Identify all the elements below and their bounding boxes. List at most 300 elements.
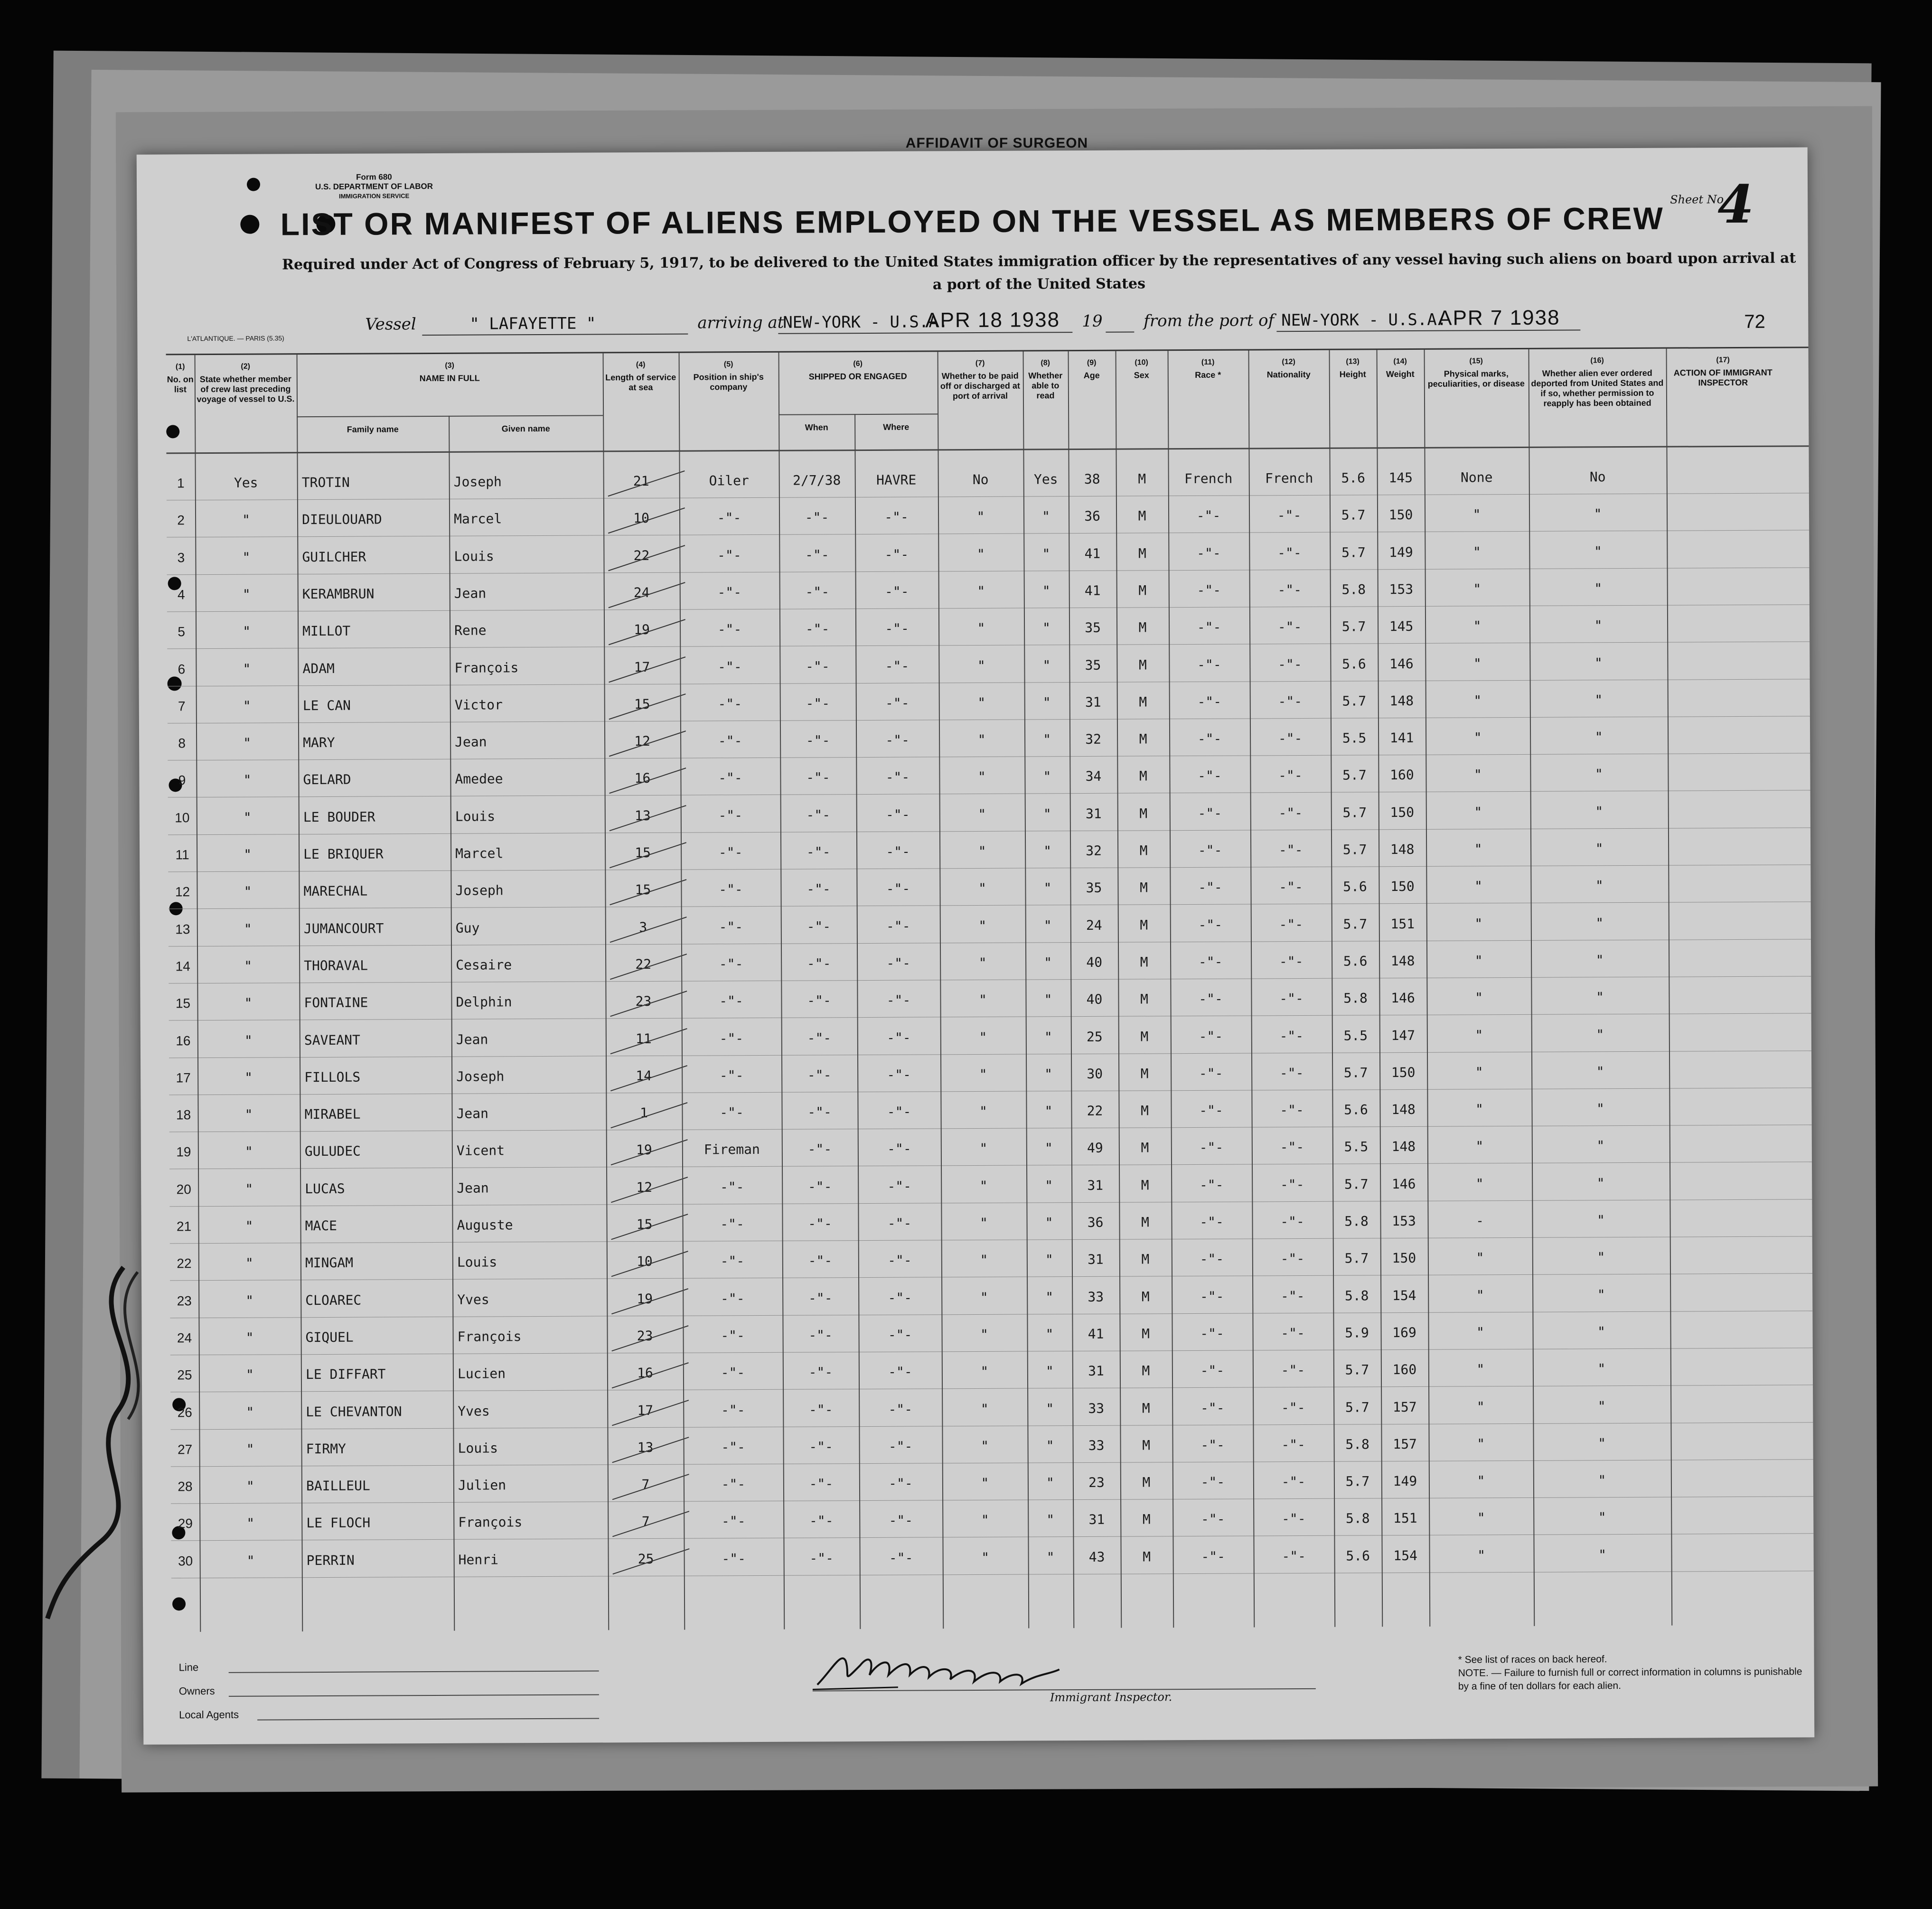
cell-previous-voyage: " [243,623,251,639]
cell-paid-off: " [977,769,986,785]
cell-row-number: 28 [178,1479,193,1494]
cell-paid-off: " [978,954,987,971]
cell-age: 49 [1087,1140,1103,1156]
cell-sex: M [1142,1437,1151,1453]
cell-nationality: -"- [1279,1028,1304,1044]
cell-weight: 151 [1390,916,1415,932]
cell-family-name: BAILLEUL [306,1478,370,1494]
cell-service-length: 1 [640,1105,648,1121]
cell-able-to-read: " [1043,843,1052,859]
cell-sex: M [1141,1289,1150,1305]
form-number-block [289,172,460,202]
cell-deported: " [1594,580,1603,597]
year-label: 19 [1082,311,1103,331]
cell-physical-marks: " [1477,1547,1486,1563]
cell-service-length: 17 [637,1402,654,1418]
cell-row-number: 4 [177,587,185,602]
cell-race: -"- [1197,619,1221,636]
cell-previous-voyage: " [244,1106,253,1123]
cell-nationality: -"- [1278,842,1303,858]
cell-row-number: 18 [176,1107,191,1123]
cell-height: 5.7 [1345,1362,1369,1378]
cell-weight: 148 [1391,1139,1416,1155]
cell-physical-marks: " [1475,1064,1483,1080]
cell-deported: " [1597,1212,1605,1228]
cell-age: 41 [1084,545,1101,561]
cell-height: 5.7 [1342,805,1367,821]
cell-row-number: 17 [176,1070,191,1086]
cell-shipped-where: HAVRE [876,472,917,488]
cell-age: 22 [1087,1103,1103,1119]
cell-shipped-when: -"- [806,844,831,860]
cell-previous-voyage: " [244,1069,253,1086]
cell-position: -"- [719,1030,744,1046]
cell-sex: M [1141,1103,1149,1119]
cell-height: 5.5 [1344,1139,1369,1155]
cell-paid-off: " [976,546,985,562]
cell-race: -"- [1197,730,1222,747]
cell-able-to-read: " [1043,917,1052,933]
col-header-deported: (16) Whether alien ever ordered deported from United States and if so, whether permission to reapply has been obtained [1531,356,1664,408]
cell-nationality: -"- [1281,1474,1306,1490]
cell-deported: " [1594,506,1602,522]
cell-paid-off: " [981,1438,989,1454]
cell-shipped-when: -"- [807,1141,832,1157]
cell-service-length: 22 [633,547,650,563]
cell-race: -"- [1199,1065,1223,1081]
cell-paid-off: " [979,1178,988,1194]
cell-race: -"- [1200,1511,1225,1527]
cell-nationality: -"- [1280,1139,1304,1155]
cell-physical-marks: " [1473,767,1482,783]
cell-able-to-read: " [1045,1252,1053,1268]
cell-row-number: 3 [177,550,185,565]
cell-nationality: -"- [1281,1511,1306,1527]
cell-shipped-when: -"- [808,1364,833,1380]
cell-age: 43 [1088,1549,1105,1565]
cell-able-to-read: " [1045,1363,1054,1379]
cell-shipped-when: -"- [805,584,830,600]
cell-physical-marks: " [1474,841,1482,857]
cell-previous-voyage: " [246,1553,255,1569]
arrival-date-stamp: APR 18 1938 [925,308,1060,332]
cell-deported: " [1598,1472,1606,1488]
cell-row-number: 30 [178,1553,193,1569]
cell-weight: 153 [1389,581,1414,598]
cell-position: -"- [721,1402,745,1418]
cell-deported: " [1598,1546,1607,1563]
cell-nationality: -"- [1277,581,1302,598]
cell-sex: M [1140,1066,1149,1082]
cell-service-length: 19 [634,622,650,638]
cell-deported: " [1598,1509,1606,1525]
cell-height: 5.7 [1341,618,1366,635]
cell-weight: 146 [1391,990,1415,1006]
cell-previous-voyage: " [246,1404,254,1420]
cell-previous-voyage: " [245,1292,254,1309]
cell-sex: M [1140,991,1148,1007]
cell-service-length: 25 [638,1551,654,1567]
cell-physical-marks: " [1477,1510,1485,1526]
col-header-given-name: Given name [501,423,550,434]
cell-nationality: -"- [1280,1213,1304,1230]
cell-position: -"- [721,1476,746,1492]
cell-service-length: 16 [637,1365,653,1381]
cell-nationality: -"- [1279,916,1304,932]
cell-sex: M [1142,1326,1150,1342]
cell-family-name: MACE [305,1217,338,1234]
cell-family-name: DIEULOUARD [301,511,382,528]
cell-paid-off: " [980,1401,989,1417]
cell-given-name: François [458,1514,523,1531]
cell-able-to-read: " [1042,620,1051,636]
cell-previous-voyage: Yes [234,475,258,491]
cell-service-length: 17 [634,659,650,675]
cell-physical-marks: " [1474,804,1482,820]
cell-position: -"- [718,770,742,786]
cell-deported: " [1597,1361,1606,1377]
cell-race: -"- [1200,1437,1225,1453]
cell-shipped-when: -"- [807,1104,832,1120]
cell-service-length: 10 [636,1254,653,1270]
cell-age: 33 [1088,1437,1105,1453]
cell-shipped-when: -"- [807,1029,832,1046]
cell-position: -"- [719,956,743,972]
cell-previous-voyage: " [245,1218,253,1234]
cell-shipped-when: -"- [806,732,830,749]
cell-nationality: -"- [1278,730,1303,747]
cell-shipped-when: -"- [808,1327,833,1343]
cell-given-name: Marcel [453,511,502,527]
cell-height: 5.8 [1345,1436,1369,1452]
cell-shipped-where: -"- [887,1067,911,1083]
cell-age: 32 [1085,731,1102,748]
cell-weight: 149 [1393,1473,1417,1489]
cell-shipped-where: -"- [887,1215,912,1231]
owners-label: Owners [178,1685,215,1697]
cell-weight: 150 [1390,804,1415,820]
cell-sex: M [1142,1474,1151,1490]
col-header-race: (11) Race * [1195,358,1221,380]
cell-shipped-where: -"- [888,1327,912,1343]
cell-sex: M [1139,842,1148,859]
cell-able-to-read: " [1044,1066,1053,1082]
cell-row-number: 16 [176,1033,191,1048]
cell-weight: 151 [1393,1510,1417,1526]
cell-age: 41 [1088,1326,1104,1342]
cell-row-number: 25 [177,1367,192,1383]
cell-row-number: 2 [177,513,185,528]
cell-age: 33 [1088,1400,1105,1416]
cell-physical-marks: " [1477,1436,1485,1452]
cell-shipped-where: -"- [886,955,911,971]
col-header-height: (13) Height [1339,357,1366,379]
cell-sex: M [1138,582,1147,599]
cell-shipped-when: -"- [805,509,829,525]
cell-previous-voyage: " [244,883,252,900]
cell-service-length: 15 [634,696,650,712]
cell-able-to-read: " [1043,731,1051,748]
col-header-service-length: (4) Length of service at sea [605,361,676,393]
cell-able-to-read: " [1042,657,1051,673]
cell-given-name: Julien [458,1477,506,1493]
cell-previous-voyage: " [242,549,251,565]
cell-nationality: -"- [1278,767,1303,784]
cell-age: 35 [1085,657,1101,673]
cell-position: -"- [718,695,742,712]
cell-paid-off: " [981,1549,990,1565]
cell-deported: " [1595,915,1604,931]
cell-service-length: 14 [636,1067,652,1084]
cell-deported: " [1595,803,1604,819]
cell-row-number: 5 [178,624,185,639]
col-header-no: (1) No. on list [167,363,194,394]
cell-height: 5.7 [1342,767,1367,784]
cell-able-to-read: Yes [1033,471,1058,487]
cell-position: -"- [718,844,743,861]
cell-shipped-where: -"- [886,880,910,897]
cell-physical-marks: " [1475,1138,1484,1154]
cell-able-to-read: " [1042,694,1051,711]
cell-row-number: 12 [175,884,190,899]
cell-weight: 147 [1391,1027,1416,1043]
punch-hole [247,178,260,191]
cell-previous-voyage: " [246,1478,254,1494]
cell-previous-voyage: " [243,809,252,825]
cell-physical-marks: " [1472,506,1481,523]
cell-race: -"- [1198,880,1222,896]
cell-row-number: 29 [178,1516,193,1531]
cell-family-name: LE FLOCH [306,1515,371,1531]
cell-race: -"- [1200,1251,1224,1267]
vessel-label: Vessel [365,315,416,334]
cell-able-to-read: " [1043,880,1052,896]
cell-nationality: -"- [1281,1325,1305,1341]
cell-sex: M [1142,1511,1151,1527]
cell-previous-voyage: " [242,512,251,528]
cell-nationality: -"- [1280,1102,1304,1118]
cell-given-name: Jean [454,585,487,601]
cell-family-name: MARY [303,734,335,751]
cell-deported: " [1596,1064,1604,1080]
cell-height: 5.6 [1346,1548,1370,1564]
affidavit-label: AFFIDAVIT OF SURGEON [905,135,1088,151]
cell-paid-off: " [980,1364,989,1380]
arriving-label: arriving at [697,313,784,333]
cell-physical-marks: " [1476,1287,1484,1303]
cell-sex: M [1139,880,1148,896]
cell-shipped-where: -"- [885,806,910,823]
cell-height: 5.7 [1343,916,1368,932]
col-header-able-to-read: (8) Whether able to read [1028,359,1063,401]
cell-shipped-when: -"- [808,1290,833,1306]
cell-able-to-read: " [1046,1475,1054,1491]
cell-shipped-where: -"- [889,1550,913,1566]
cell-family-name: MIRABEL [304,1106,361,1123]
cell-nationality: -"- [1279,879,1303,895]
cell-nationality: -"- [1281,1362,1305,1378]
cell-paid-off: " [977,657,985,674]
cell-height: 5.7 [1342,693,1367,709]
cell-able-to-read: " [1044,1140,1053,1156]
cell-height: 5.6 [1343,879,1367,895]
cell-previous-voyage: " [245,1366,254,1383]
cell-service-length: 23 [637,1328,653,1344]
cell-previous-voyage: " [244,846,252,862]
cell-race: -"- [1198,768,1222,784]
cell-nationality: -"- [1277,619,1302,635]
cell-nationality: -"- [1278,656,1302,672]
cell-race: -"- [1197,582,1221,598]
cell-weight: 145 [1389,618,1414,635]
cell-age: 31 [1085,805,1102,822]
cell-sex: M [1139,805,1148,822]
cell-given-name: Vicent [456,1142,505,1159]
cell-physical-marks: " [1473,692,1482,709]
cell-physical-marks: " [1476,1324,1485,1340]
cell-height: 5.7 [1345,1399,1369,1415]
cell-weight: 157 [1393,1436,1417,1452]
cell-paid-off: " [979,1066,987,1082]
cell-deported: " [1594,729,1603,745]
cell-row-number: 1 [177,476,185,491]
cell-previous-voyage: " [243,698,251,714]
cell-given-name: Yves [457,1291,489,1308]
cell-paid-off: " [976,509,985,525]
cell-shipped-when: -"- [807,1179,832,1195]
cell-shipped-when: -"- [806,695,830,711]
cell-height: 5.7 [1345,1473,1370,1489]
cell-previous-voyage: " [244,1032,253,1048]
cell-paid-off: " [980,1326,989,1342]
cell-deported: " [1594,618,1603,634]
cell-position: -"- [719,881,743,898]
cell-able-to-read: " [1046,1438,1054,1454]
cell-physical-marks: " [1474,878,1482,894]
cell-age: 31 [1088,1363,1104,1379]
cell-family-name: GELARD [303,772,351,788]
cell-family-name: GIQUEL [305,1329,354,1346]
page-subtitle: Required under Act of Congress of February 5, 1917, to be delivered to the United States immigration officer by the representatives of any vessel having such aliens on board upon arrival at a port of the United States [282,250,1796,293]
cell-given-name: Louis [454,548,494,564]
cell-height: 5.7 [1344,1176,1369,1192]
cell-race: French [1184,470,1233,487]
cell-given-name: Cesaire [456,957,512,973]
cell-given-name: Jean [456,1031,488,1048]
cell-shipped-when: -"- [809,1476,834,1492]
cell-age: 32 [1086,842,1102,859]
cell-able-to-read: " [1046,1512,1055,1528]
cell-sex: M [1140,917,1148,933]
cell-able-to-read: " [1045,1177,1053,1194]
cell-previous-voyage: " [245,1255,253,1272]
cell-row-number: 13 [175,921,190,936]
cell-age: 35 [1085,620,1101,636]
cell-race: -"- [1197,545,1221,561]
cell-height: 5.5 [1342,730,1367,746]
cell-deported: " [1597,1249,1605,1265]
cell-shipped-when: -"- [809,1513,834,1529]
cell-previous-voyage: " [242,586,251,602]
cell-physical-marks: - [1476,1213,1484,1229]
cell-family-name: MILLOT [302,623,351,639]
cell-row-number: 7 [178,699,186,714]
vessel-name: " LAFAYETTE " [469,314,596,334]
cell-physical-marks: " [1475,1176,1484,1192]
cell-position: -"- [721,1365,745,1381]
cell-nationality: -"- [1278,805,1303,821]
cell-previous-voyage: " [246,1516,255,1532]
sheet-label: Sheet No. [1670,193,1727,206]
sheet-number: 4 [1717,173,1754,235]
line-label: Line [178,1661,199,1674]
cell-age: 23 [1088,1474,1105,1491]
cell-height: 5.6 [1341,470,1366,486]
cell-given-name: Henri [458,1552,498,1568]
col-header-shipped-when: When [805,422,828,432]
cell-able-to-read: " [1043,805,1051,822]
cell-position: Oiler [709,473,749,489]
cell-race: -"- [1199,1177,1224,1193]
cell-family-name: FILLOLS [304,1069,361,1085]
cell-physical-marks: " [1476,1398,1485,1414]
cell-physical-marks: " [1473,581,1482,597]
cell-paid-off: " [980,1252,988,1268]
cell-age: 40 [1086,954,1103,970]
cell-race: -"- [1201,1548,1225,1564]
cell-able-to-read: " [1044,1029,1052,1045]
cell-paid-off: " [981,1512,989,1528]
cell-paid-off: " [977,620,985,636]
cell-height: 5.7 [1344,1250,1369,1266]
cell-physical-marks: " [1475,1101,1484,1117]
cell-row-number: 14 [175,959,190,974]
cell-position: -"- [717,510,741,526]
cell-shipped-when: -"- [808,1216,832,1232]
cell-sex: M [1138,471,1146,487]
cell-sex: M [1141,1177,1149,1193]
cell-given-name: François [454,659,519,676]
cell-age: 36 [1087,1214,1104,1230]
cell-shipped-when: -"- [808,1253,833,1269]
cell-age: 35 [1086,880,1102,896]
cell-row-number: 11 [175,847,189,862]
cell-sex: M [1139,731,1147,747]
cell-service-length: 15 [635,844,651,861]
cell-age: 24 [1086,917,1102,933]
cell-service-length: 12 [634,733,651,749]
cell-shipped-when: -"- [806,658,830,674]
cell-given-name: Joseph [456,1068,505,1085]
cell-service-length: 10 [633,510,649,526]
cell-sex: M [1138,656,1147,673]
cell-height: 5.7 [1341,544,1366,561]
cell-nationality: -"- [1279,953,1304,970]
cell-physical-marks: " [1476,1361,1485,1377]
cell-service-length: 13 [634,807,651,823]
cell-row-number: 24 [177,1330,192,1346]
cell-shipped-where: -"- [888,1438,913,1454]
cell-service-length: 11 [635,1030,652,1047]
cell-deported: " [1594,655,1603,671]
cell-race: -"- [1199,991,1223,1007]
cell-paid-off: " [978,843,986,859]
cell-sex: M [1140,1028,1149,1044]
cell-deported: " [1597,1324,1606,1340]
cell-age: 31 [1088,1512,1105,1528]
cell-nationality: -"- [1277,507,1302,524]
col-header-weight: (14) Weight [1386,357,1415,379]
